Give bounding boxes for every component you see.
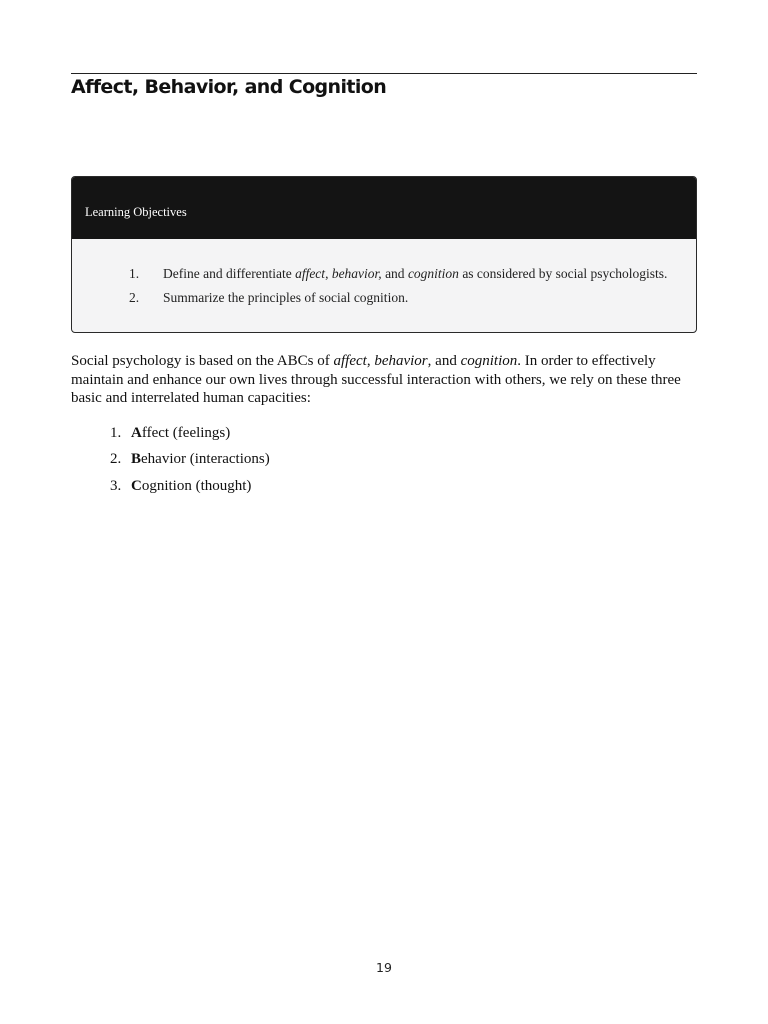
abc-number: 3.: [110, 478, 122, 494]
abc-number: 2.: [110, 451, 122, 467]
objective-text: Summarize the principles of social cognition.: [163, 290, 409, 305]
objective-text-part: Define and differentiate: [163, 266, 296, 281]
intro-term-cognition: cognition: [460, 353, 518, 369]
abc-number: 1.: [110, 425, 122, 441]
intro-text-part: , and: [427, 353, 461, 369]
abc-rest: ehavior (interactions): [141, 451, 270, 467]
learning-objectives-heading: Learning Objectives: [72, 177, 696, 239]
objective-number: 1.: [129, 266, 140, 281]
title-rule: [71, 73, 697, 74]
learning-objectives-box: [71, 176, 697, 333]
objective-text-part: and: [381, 266, 408, 281]
objective-term-affect: affect: [295, 266, 326, 281]
intro-text-part: Social psychology is based on the ABCs of: [71, 353, 334, 369]
abc-text: [131, 450, 270, 468]
intro-text-part: . In order to effectively maintain and enhance our own lives through successful interaction with others, we rely on these three basic and interrelated human capacities:: [71, 353, 681, 406]
objective-term-cognition: cognition: [407, 266, 459, 281]
abc-letter: C: [131, 478, 142, 494]
intro-paragraph: [71, 352, 697, 408]
page-title: Affect, Behavior, and Cognition: [71, 76, 387, 98]
abc-letter: A: [131, 425, 142, 441]
intro-term-behavior: behavior: [374, 353, 428, 369]
abc-rest: ognition (thought): [141, 478, 252, 494]
objective-term-behavior: behavior,: [331, 266, 382, 281]
abc-rest: ffect (feelings): [141, 425, 231, 441]
objective-text-part: as considered by social psychologists.: [458, 266, 668, 281]
abc-text: [131, 477, 251, 495]
page-number: 19: [376, 960, 392, 975]
intro-text-part: ,: [366, 353, 375, 369]
intro-term-affect: affect: [333, 353, 367, 369]
objective-text-part: ,: [325, 266, 332, 281]
abc-text: [131, 424, 230, 442]
objective-number: 2.: [129, 290, 140, 305]
abc-letter: B: [131, 451, 142, 467]
objective-text: [163, 266, 667, 282]
